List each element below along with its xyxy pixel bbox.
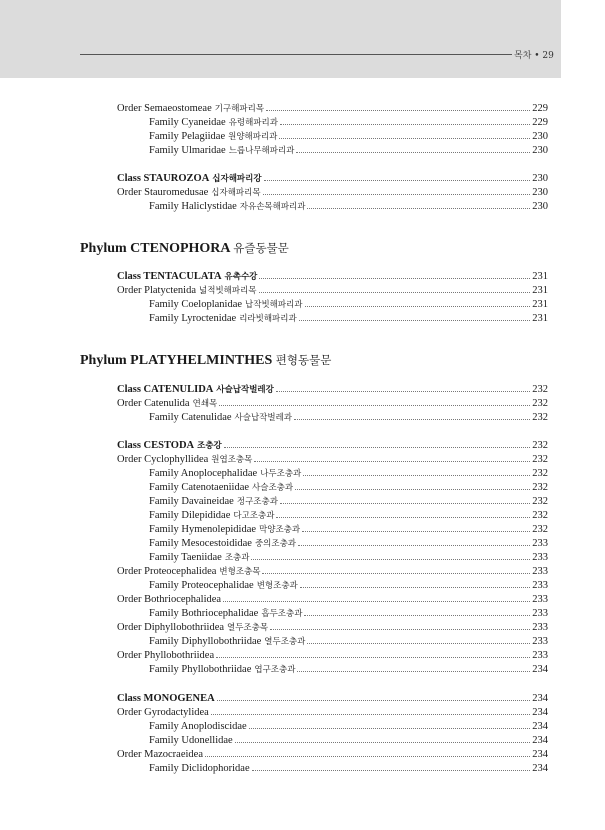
family-latin-name: Family Catenotaeniidae bbox=[149, 482, 250, 493]
toc-entry-order bbox=[117, 282, 548, 296]
family-latin-name: Family Taeniidae bbox=[149, 552, 222, 563]
page-number: 232 bbox=[532, 398, 548, 409]
toc-entry-order bbox=[117, 451, 548, 465]
family-latin-name: Family Haliclystidae bbox=[149, 201, 237, 212]
dot-leader bbox=[263, 184, 531, 195]
dot-leader bbox=[235, 732, 531, 743]
family-latin-name: Family Cyaneidae bbox=[149, 117, 226, 128]
page-number: 233 bbox=[532, 622, 548, 633]
page-number: 230 bbox=[532, 145, 548, 156]
family-korean-name: 조충과 bbox=[224, 553, 250, 563]
family-korean-name: 자유손목해파리과 bbox=[239, 202, 306, 212]
family-latin-name: Family Anoplocephalidae bbox=[149, 468, 258, 479]
dot-leader bbox=[251, 549, 530, 560]
toc-entry-family bbox=[149, 465, 548, 479]
order-korean-name: 변형조충목 bbox=[219, 567, 261, 577]
order-latin-name: Order Diphyllobothriidea bbox=[117, 622, 225, 633]
class-latin-name: Class STAUROZOA bbox=[117, 173, 210, 184]
dot-leader bbox=[280, 114, 530, 125]
toc-entry-family bbox=[149, 493, 548, 507]
page-number: 232 bbox=[532, 468, 548, 479]
toc-entry-family bbox=[149, 409, 548, 423]
page-number: 230 bbox=[532, 173, 548, 184]
order-korean-name: 원엽조충목 bbox=[211, 455, 253, 465]
dot-leader bbox=[276, 381, 530, 392]
family-korean-name: 막양조충과 bbox=[259, 525, 301, 535]
page-number: 233 bbox=[532, 538, 548, 549]
page-number: 231 bbox=[532, 285, 548, 296]
family-latin-name: Family Davaineidae bbox=[149, 496, 234, 507]
family-korean-name: 리라빗해파리과 bbox=[239, 314, 297, 324]
order-latin-name: Order Proteocephalidea bbox=[117, 566, 217, 577]
header-band bbox=[0, 0, 561, 78]
toc-entry-family bbox=[149, 577, 548, 591]
dot-leader bbox=[299, 310, 531, 321]
dot-leader bbox=[307, 633, 530, 644]
toc-entry-family bbox=[149, 521, 548, 535]
page-number: 233 bbox=[532, 580, 548, 591]
family-latin-name: Family Catenulidae bbox=[149, 412, 232, 423]
family-latin-name: Family Coeloplanidae bbox=[149, 299, 243, 310]
toc-entry-class bbox=[117, 690, 548, 704]
dot-leader bbox=[259, 268, 530, 279]
page-number: 233 bbox=[532, 608, 548, 619]
family-korean-name: 다고조충과 bbox=[233, 511, 275, 521]
family-latin-name: Family Diclidophoridae bbox=[149, 763, 250, 774]
phylum-korean-name: 유즐동물문 bbox=[233, 241, 289, 255]
toc-entry-family bbox=[149, 760, 548, 774]
toc-entry-order bbox=[117, 184, 548, 198]
order-latin-name: Order Platyctenida bbox=[117, 285, 197, 296]
page-number: 232 bbox=[532, 440, 548, 451]
family-korean-name: 원양해파리과 bbox=[228, 132, 278, 142]
family-latin-name: Family Phyllobothriidae bbox=[149, 664, 252, 675]
family-latin-name: Family Proteocephalidae bbox=[149, 580, 254, 591]
family-latin-name: Family Dilepididae bbox=[149, 510, 231, 521]
dot-leader bbox=[249, 718, 531, 729]
page-number: 229 bbox=[532, 103, 548, 114]
toc-entry-family bbox=[149, 605, 548, 619]
page-number: 234 bbox=[532, 707, 548, 718]
toc-entry-family bbox=[149, 718, 548, 732]
page-number: 233 bbox=[532, 650, 548, 661]
page-number: 232 bbox=[532, 454, 548, 465]
toc-entry-family bbox=[149, 479, 548, 493]
dot-leader bbox=[223, 591, 530, 602]
family-korean-name: 사슬조충과 bbox=[252, 483, 294, 493]
page-number: 229 bbox=[532, 117, 548, 128]
dot-leader bbox=[295, 479, 530, 490]
dot-leader bbox=[270, 619, 530, 630]
page-number: 234 bbox=[532, 693, 548, 704]
family-latin-name: Family Mesocestoididae bbox=[149, 538, 252, 549]
order-korean-name: 넓적빗해파리목 bbox=[199, 286, 257, 296]
family-korean-name: 중의조충과 bbox=[254, 539, 297, 549]
dot-leader bbox=[205, 746, 530, 757]
toc-entry-order bbox=[117, 704, 548, 718]
dot-leader bbox=[280, 493, 530, 504]
order-latin-name: Order Stauromedusae bbox=[117, 187, 209, 198]
page-number: 232 bbox=[532, 384, 548, 395]
toc-entry-order bbox=[117, 647, 548, 661]
toc-entry-family bbox=[149, 549, 548, 563]
family-korean-name: 열두조충과 bbox=[264, 637, 306, 647]
toc-entry-family bbox=[149, 114, 548, 128]
family-latin-name: Family Anoplodiscidae bbox=[149, 721, 247, 732]
page-number: 232 bbox=[532, 482, 548, 493]
toc-entry-family bbox=[149, 507, 548, 521]
dot-leader bbox=[305, 296, 531, 307]
toc-entry-family bbox=[149, 128, 548, 142]
family-latin-name: Family Lyroctenidae bbox=[149, 313, 237, 324]
dot-leader bbox=[294, 409, 530, 420]
page-number: 230 bbox=[532, 201, 548, 212]
order-latin-name: Order Phyllobothriidea bbox=[117, 650, 215, 661]
page-number: 234 bbox=[532, 664, 548, 675]
family-latin-name: Family Diphyllobothriidae bbox=[149, 636, 262, 647]
dot-leader bbox=[259, 282, 531, 293]
family-latin-name: Family Bothriocephalidae bbox=[149, 608, 259, 619]
dot-leader bbox=[252, 760, 531, 771]
toc-entry-class bbox=[117, 437, 548, 451]
toc-entry-family bbox=[149, 198, 548, 212]
dot-leader bbox=[300, 577, 531, 588]
page-number: 230 bbox=[532, 187, 548, 198]
order-korean-name: 열두조충목 bbox=[227, 623, 269, 633]
page-number: 232 bbox=[532, 510, 548, 521]
order-latin-name: Order Catenulida bbox=[117, 398, 190, 409]
dot-leader bbox=[224, 437, 530, 448]
page-number: 230 bbox=[532, 131, 548, 142]
order-korean-name: 기구해파리목 bbox=[214, 104, 265, 114]
dot-leader bbox=[266, 100, 530, 111]
dot-leader bbox=[216, 647, 530, 658]
dot-leader bbox=[304, 605, 530, 616]
class-latin-name: Class CESTODA bbox=[117, 440, 195, 451]
family-latin-name: Family Hymenolepididae bbox=[149, 524, 257, 535]
toc-entry-order bbox=[117, 619, 548, 633]
family-latin-name: Family Ulmaridae bbox=[149, 145, 226, 156]
class-korean-name: 유촉수강 bbox=[224, 272, 258, 282]
family-korean-name: 정구조충과 bbox=[236, 497, 278, 507]
dot-leader bbox=[254, 451, 530, 462]
dot-leader bbox=[297, 661, 530, 672]
toc-entry-family bbox=[149, 310, 548, 324]
class-latin-name: Class CATENULIDA bbox=[117, 384, 214, 395]
family-korean-name: 사슬납작벌레과 bbox=[234, 413, 293, 423]
toc-entry-family bbox=[149, 296, 548, 310]
dot-leader bbox=[302, 521, 530, 532]
page-number: 231 bbox=[532, 271, 548, 282]
order-korean-name: 십자해파리목 bbox=[211, 188, 261, 198]
dot-leader bbox=[262, 563, 530, 574]
page-number: 233 bbox=[532, 552, 548, 563]
order-latin-name: Order Mazocraeidea bbox=[117, 749, 203, 760]
toc-entry-family bbox=[149, 732, 548, 746]
toc-entry-family bbox=[149, 535, 548, 549]
family-korean-name: 유령해파리과 bbox=[228, 118, 278, 128]
toc-entry-order bbox=[117, 591, 548, 605]
phylum-latin-name: Phylum CTENOPHORA bbox=[80, 241, 230, 256]
dot-leader bbox=[296, 142, 530, 153]
page-number: 234 bbox=[532, 721, 548, 732]
page-number: 234 bbox=[532, 749, 548, 760]
order-latin-name: Order Bothriocephalidea bbox=[117, 594, 222, 605]
page-number: 233 bbox=[532, 594, 548, 605]
class-korean-name: 십자해파리강 bbox=[212, 174, 262, 184]
class-korean-name: 조충강 bbox=[197, 441, 222, 451]
page-number: 232 bbox=[532, 496, 548, 507]
toc-entry-order bbox=[117, 746, 548, 760]
family-korean-name: 엽구조충과 bbox=[254, 665, 296, 675]
family-korean-name: 느릅나무해파리과 bbox=[228, 146, 295, 156]
toc-entry-family bbox=[149, 142, 548, 156]
phylum-korean-name: 편형동물문 bbox=[275, 353, 332, 367]
page-number: 232 bbox=[532, 412, 548, 423]
toc-entry-family bbox=[149, 661, 548, 675]
toc-entry-order bbox=[117, 395, 548, 409]
class-latin-name: Class TENTACULATA bbox=[117, 271, 222, 282]
phylum-latin-name: Phylum PLATYHELMINTHES bbox=[80, 353, 273, 368]
family-latin-name: Family Pelagiidae bbox=[149, 131, 226, 142]
family-korean-name: 납작빗해파리과 bbox=[245, 300, 303, 310]
toc-entry-class bbox=[117, 381, 548, 395]
dot-leader bbox=[298, 535, 530, 546]
class-korean-name: 사슬납작벌레강 bbox=[216, 385, 274, 395]
page-number: 233 bbox=[532, 636, 548, 647]
running-header-page-number: 목차 • 29 bbox=[514, 51, 554, 61]
page-number: 231 bbox=[532, 313, 548, 324]
family-korean-name: 변형조충과 bbox=[256, 581, 298, 591]
order-latin-name: Order Semaeostomeae bbox=[117, 103, 212, 114]
dot-leader bbox=[219, 395, 530, 406]
toc-entry-order bbox=[117, 100, 548, 114]
dot-leader bbox=[279, 128, 530, 139]
class-latin-name: Class MONOGENEA bbox=[117, 693, 215, 704]
order-korean-name: 연쇄목 bbox=[192, 399, 218, 409]
dot-leader bbox=[307, 198, 530, 209]
page-number: 234 bbox=[532, 735, 548, 746]
toc-entry-family bbox=[149, 633, 548, 647]
dot-leader bbox=[217, 690, 531, 701]
family-latin-name: Family Udonellidae bbox=[149, 735, 233, 746]
dot-leader bbox=[303, 465, 530, 476]
page-number: 233 bbox=[532, 566, 548, 577]
page-number: 231 bbox=[532, 299, 548, 310]
order-latin-name: Order Cyclophyllidea bbox=[117, 454, 209, 465]
toc-entry-class bbox=[117, 268, 548, 282]
family-korean-name: 흡두조충과 bbox=[261, 609, 303, 619]
header-rule bbox=[80, 54, 512, 55]
toc-entry-class bbox=[117, 170, 548, 184]
page-number: 232 bbox=[532, 524, 548, 535]
order-latin-name: Order Gyrodactylidea bbox=[117, 707, 209, 718]
family-korean-name: 나두조충과 bbox=[260, 469, 302, 479]
page-number: 234 bbox=[532, 763, 548, 774]
dot-leader bbox=[276, 507, 530, 518]
dot-leader bbox=[264, 170, 531, 181]
dot-leader bbox=[211, 704, 530, 715]
phylum-heading bbox=[80, 240, 289, 257]
toc-entry-order bbox=[117, 563, 548, 577]
phylum-heading bbox=[80, 352, 331, 369]
